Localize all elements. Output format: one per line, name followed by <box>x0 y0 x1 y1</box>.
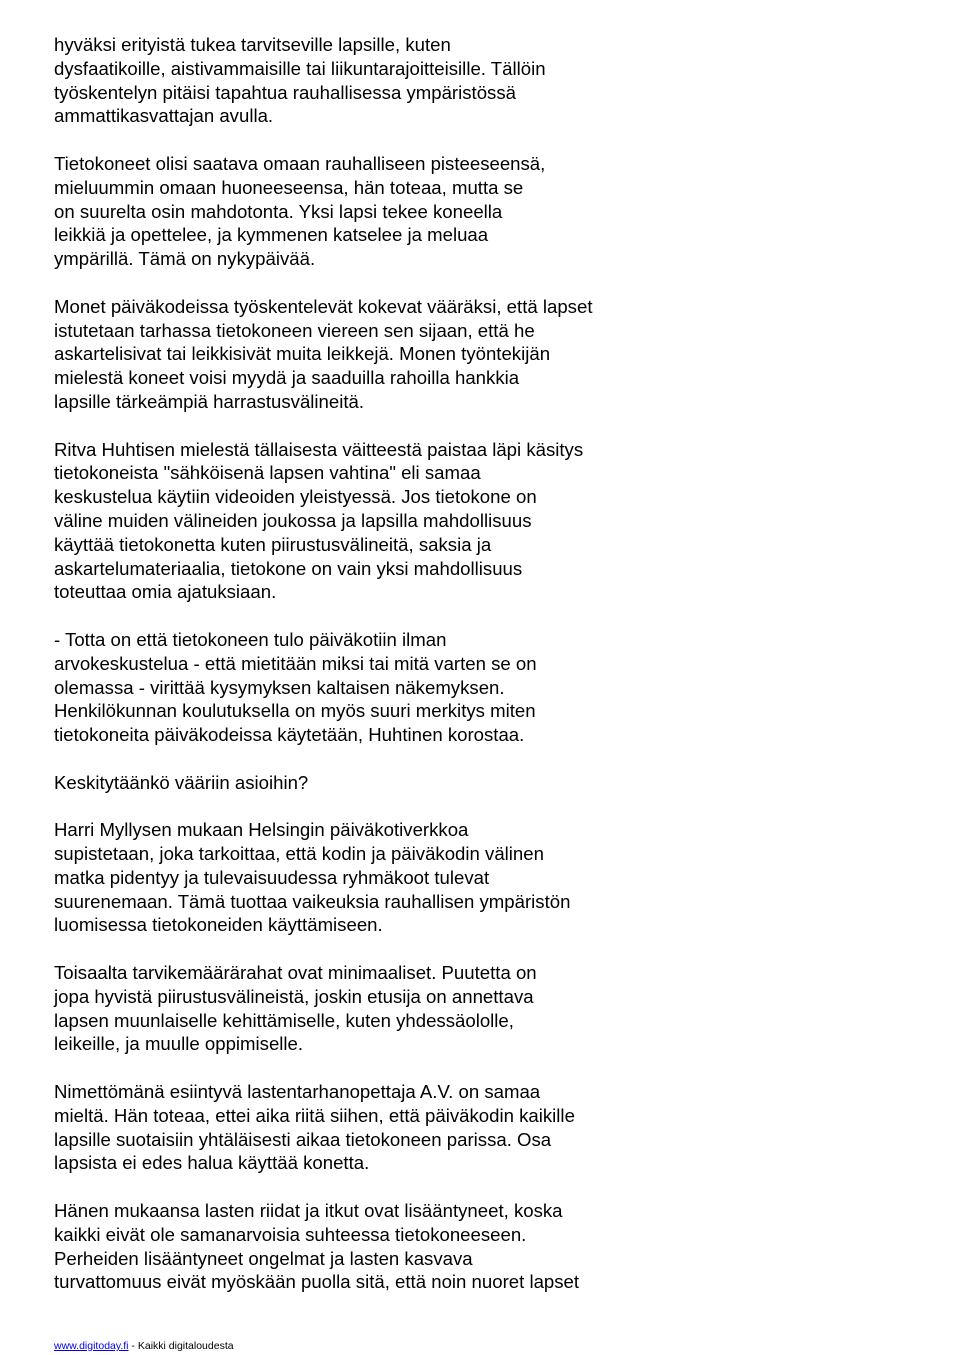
footer-suffix: - Kaikki digitaloudesta <box>128 1340 234 1352</box>
text-line: Harri Myllysen mukaan Helsingin päiväkotiverkkoa <box>54 819 469 841</box>
text-line: ympärillä. Tämä on nykypäivää. <box>54 248 316 270</box>
text-line: työskentelyn pitäisi tapahtua rauhallisessa ympäristössä <box>54 81 516 103</box>
article-paragraph <box>54 33 654 128</box>
text-line: dysfaatikoille, aistivammaisille tai liikuntarajoitteisille. Tällöin <box>54 57 546 79</box>
text-line: luomisessa tietokoneiden käyttämiseen. <box>54 914 383 936</box>
text-line: lapsista ei edes halua käyttää konetta. <box>54 1152 370 1174</box>
text-line: askartelisivat tai leikkisivät muita leikkejä. Monen työntekijän <box>54 343 551 365</box>
text-line: matka pidentyy ja tulevaisuudessa ryhmäkoot tulevat <box>54 866 490 888</box>
text-line: askartelumateriaalia, tietokone on vain yksi mahdollisuus <box>54 557 523 579</box>
text-line: käyttää tietokonetta kuten piirustusvälineitä, saksia ja <box>54 533 492 555</box>
article-paragraph <box>54 771 654 795</box>
text-line: Hänen mukaansa lasten riidat ja itkut ovat lisääntyneet, koska <box>54 1200 563 1222</box>
text-line: Henkilökunnan koulutuksella on myös suuri merkitys miten <box>54 700 536 722</box>
text-line: mieltä. Hän toteaa, ettei aika riitä siihen, että päiväkodin kaikille <box>54 1104 575 1126</box>
text-line: lapsille suotaisiin yhtäläisesti aikaa tietokoneen parissa. Osa <box>54 1128 552 1150</box>
text-line: lapsille tärkeämpiä harrastusvälineitä. <box>54 390 365 412</box>
article-paragraph <box>54 961 654 1056</box>
text-line: - Totta on että tietokoneen tulo päiväkotiin ilman <box>54 628 447 650</box>
text-line: tietokoneita päiväkodeissa käytetään, Huhtinen korostaa. <box>54 724 525 746</box>
text-line: Keskitytäänkö vääriin asioihin? <box>54 771 309 793</box>
text-line: on suurelta osin mahdotonta. Yksi lapsi tekee koneella <box>54 200 503 222</box>
text-line: jopa hyvistä piirustusvälineistä, joskin etusija on annettava <box>54 985 534 1007</box>
text-line: Perheiden lisääntyneet ongelmat ja lasten kasvava <box>54 1247 473 1269</box>
text-line: turvattomuus eivät myöskään puolla sitä, että noin nuoret lapset <box>54 1271 580 1293</box>
article-paragraph <box>54 818 654 937</box>
text-line: kaikki eivät ole samanarvoisia suhteessa tietokoneeseen. <box>54 1223 527 1245</box>
text-line: ammattikasvattajan avulla. <box>54 105 274 127</box>
footer-link[interactable]: www.digitoday.fi <box>54 1340 129 1352</box>
text-line: Ritva Huhtisen mielestä tällaisesta väitteestä paistaa läpi käsitys <box>54 438 584 460</box>
text-line: leikkiä ja opettelee, ja kymmenen katselee ja meluaa <box>54 224 489 246</box>
text-line: tietokoneista "sähköisenä lapsen vahtina" eli samaa <box>54 462 481 484</box>
text-line: arvokeskustelua - että mietitään miksi tai mitä varten se on <box>54 652 537 674</box>
text-line: leikeille, ja muulle oppimiselle. <box>54 1033 304 1055</box>
text-line: väline muiden välineiden joukossa ja lapsilla mahdollisuus <box>54 509 532 531</box>
page-footer <box>54 1340 234 1353</box>
article-paragraph <box>54 438 654 605</box>
text-line: lapsen muunlaiselle kehittämiselle, kuten yhdessäololle, <box>54 1009 514 1031</box>
article-paragraph <box>54 152 654 271</box>
text-line: keskustelua käytiin videoiden yleistyessä. Jos tietokone on <box>54 486 537 508</box>
article-paragraph <box>54 1199 654 1294</box>
article-paragraph <box>54 628 654 747</box>
text-line: istutetaan tarhassa tietokoneen viereen sen sijaan, että he <box>54 319 535 341</box>
text-line: mielestä koneet voisi myydä ja saaduilla rahoilla hankkia <box>54 367 520 389</box>
text-line: olemassa - virittää kysymyksen kaltaisen näkemyksen. <box>54 676 505 698</box>
article-paragraph <box>54 1080 654 1175</box>
text-line: toteuttaa omia ajatuksiaan. <box>54 581 277 603</box>
text-line: Toisaalta tarvikemäärärahat ovat minimaaliset. Puutetta on <box>54 962 537 984</box>
text-line: hyväksi erityistä tukea tarvitseville lapsille, kuten <box>54 34 451 55</box>
article-body <box>54 33 654 1318</box>
text-line: supistetaan, joka tarkoittaa, että kodin ja päiväkodin välinen <box>54 843 544 865</box>
text-line: Monet päiväkodeissa työskentelevät kokevat vääräksi, että lapset <box>54 295 593 317</box>
text-line: mieluummin omaan huoneeseensa, hän toteaa, mutta se <box>54 176 524 198</box>
text-line: Nimettömänä esiintyvä lastentarhanopettaja A.V. on samaa <box>54 1081 541 1103</box>
text-line: Tietokoneet olisi saatava omaan rauhalliseen pisteeseensä, <box>54 152 546 174</box>
article-paragraph <box>54 295 654 414</box>
text-line: suurenemaan. Tämä tuottaa vaikeuksia rauhallisen ympäristön <box>54 890 571 912</box>
